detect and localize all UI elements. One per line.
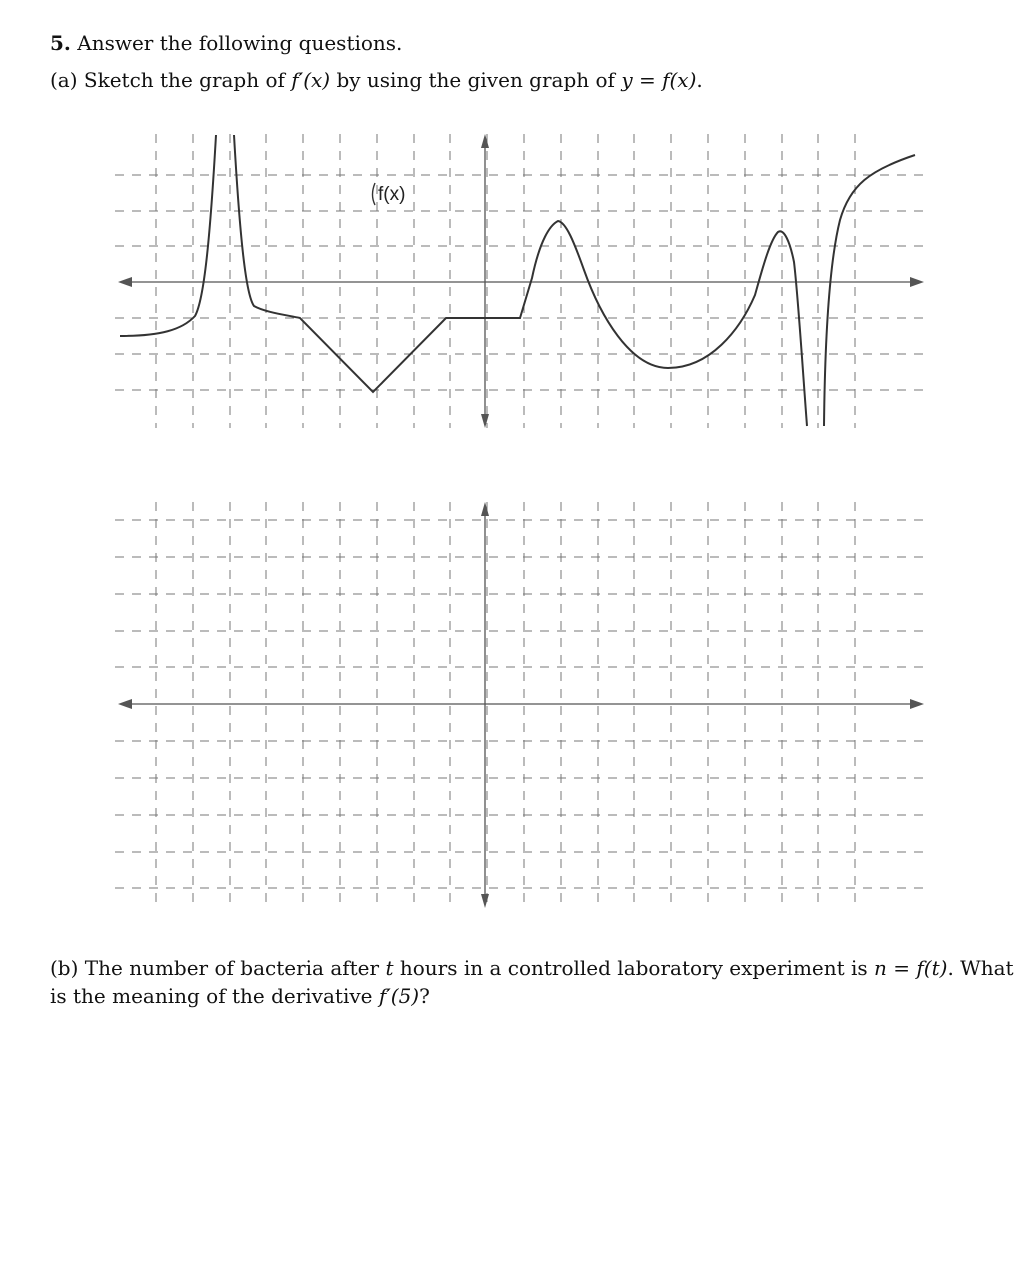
- fx-curve: [120, 135, 915, 426]
- part-a-label: (a): [50, 68, 78, 92]
- blank-sketch-grid[interactable]: [100, 500, 930, 910]
- part-b-text-5: ?: [419, 984, 430, 1008]
- x-axis: [118, 277, 924, 287]
- fx-label-text: f(x): [378, 184, 406, 205]
- sketch-x-axis: [118, 699, 924, 709]
- sketch-grid: [115, 502, 925, 908]
- question-title: [50, 31, 402, 55]
- question-title-text: Answer the following questions.: [77, 31, 403, 55]
- part-b-label: (b): [50, 956, 79, 980]
- part-a-text-3: .: [696, 68, 703, 92]
- part-a-yfx: y = f(x): [621, 68, 697, 92]
- part-a-text-1: Sketch the graph of: [83, 68, 292, 92]
- fx-curve-label: [373, 183, 406, 205]
- part-b-fprime5: f′(5): [378, 984, 420, 1008]
- y-axis: [481, 134, 489, 428]
- sketch-y-axis: [481, 502, 489, 908]
- part-b-nft: n = f(t): [874, 956, 948, 980]
- part-b-prompt-line-1: [50, 956, 1014, 980]
- question-number: 5.: [50, 31, 71, 55]
- part-b-text-1: The number of bacteria after: [84, 956, 386, 980]
- given-graph-fx: [100, 130, 930, 430]
- part-b-t: t: [385, 956, 394, 980]
- part-b-text-4: is the meaning of the derivative: [50, 984, 379, 1008]
- part-b-text-2: hours in a controlled laboratory experiment is: [393, 956, 875, 980]
- part-a-text-2: by using the given graph of: [330, 68, 622, 92]
- part-b-text-3: . What: [947, 956, 1014, 980]
- part-a-fprime: f′(x): [291, 68, 331, 92]
- part-a-prompt: [50, 68, 703, 92]
- part-b-prompt-line-2: [50, 984, 430, 1008]
